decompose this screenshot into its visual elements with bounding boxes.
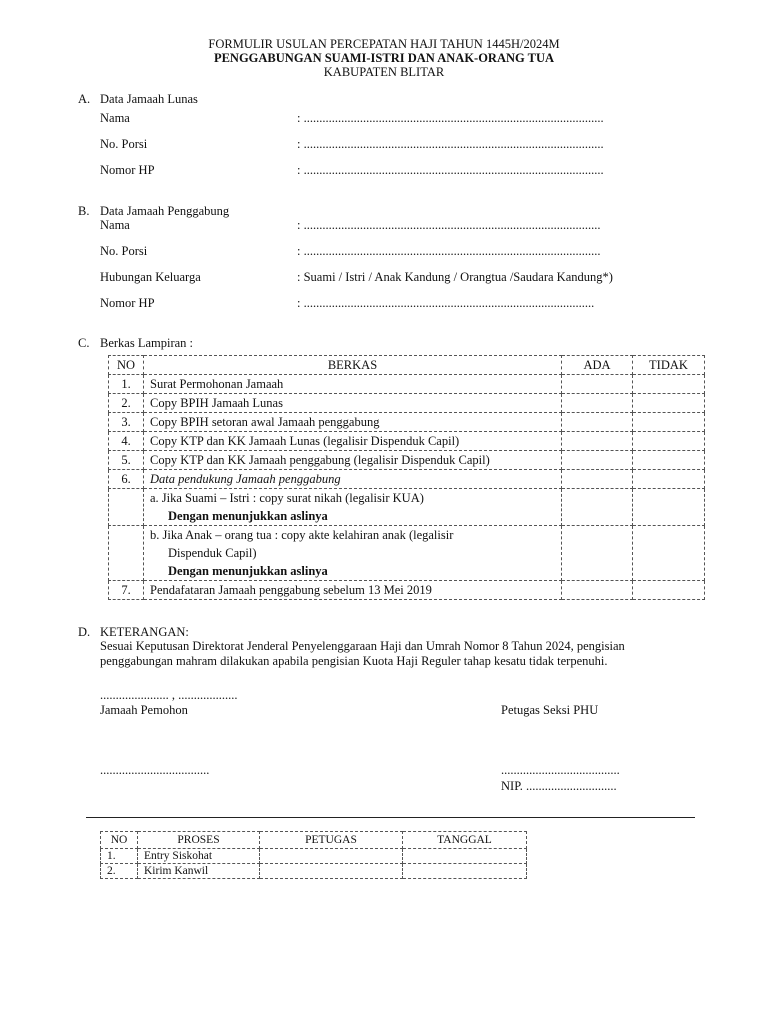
- tidak-cell[interactable]: [633, 489, 705, 526]
- row-no: 4.: [109, 432, 144, 451]
- section-d-letter: D.: [78, 625, 91, 639]
- ada-cell[interactable]: [562, 470, 633, 489]
- section-c-letter: C.: [78, 336, 90, 350]
- divider: [86, 817, 695, 818]
- row-no: 6.: [109, 470, 144, 489]
- ada-cell[interactable]: [562, 394, 633, 413]
- table-row: [101, 864, 527, 879]
- section-c-title: Berkas Lampiran :: [100, 336, 194, 350]
- tanggal-cell[interactable]: [403, 849, 527, 864]
- row-proses: Kirim Kanwil: [138, 864, 260, 879]
- row-text: Copy BPIH setoran awal Jamaah penggabung: [144, 413, 562, 432]
- porsi-lunas-field[interactable]: : ................................................................................................: [297, 137, 604, 151]
- ada-cell[interactable]: [562, 489, 633, 526]
- field-label: Hubungan Keluarga: [100, 270, 201, 284]
- place-date-field[interactable]: ...................... , ...................: [100, 688, 238, 702]
- table-row: [101, 849, 527, 864]
- section-a-title: Data Jamaah Lunas: [100, 92, 198, 106]
- section-a-letter: A.: [78, 92, 91, 106]
- row-no: 7.: [109, 581, 144, 600]
- row-no: 3.: [109, 413, 144, 432]
- table-row: [109, 451, 705, 470]
- sub-a-text: [144, 489, 562, 526]
- header-tidak: TIDAK: [633, 356, 705, 375]
- row-proses: Entry Siskohat: [138, 849, 260, 864]
- hp-penggabung-field[interactable]: : .............................................................................................: [297, 296, 595, 310]
- sub-a-line2: Dengan menunjukkan aslinya: [168, 509, 328, 523]
- table-header-row: [101, 832, 527, 849]
- keterangan-line1: Sesuai Keputusan Direktorat Jenderal Penyelenggaraan Haji dan Umrah Nomor 8 Tahun 2024, pengisian: [100, 639, 625, 653]
- table-row: [109, 432, 705, 451]
- tidak-cell[interactable]: [633, 470, 705, 489]
- nama-lunas-field[interactable]: : ................................................................................................: [297, 111, 604, 125]
- ada-cell[interactable]: [562, 581, 633, 600]
- table-row: [109, 581, 705, 600]
- tidak-cell[interactable]: [633, 451, 705, 470]
- field-label: No. Porsi: [100, 137, 148, 151]
- ada-cell[interactable]: [562, 432, 633, 451]
- form-subtitle: PENGGABUNGAN SUAMI-ISTRI DAN ANAK-ORANG TUA: [213, 51, 555, 65]
- sub-b-line2: Dispenduk Capil): [168, 546, 257, 560]
- sub-a-line1: a. Jika Suami – Istri : copy surat nikah (legalisir KUA): [150, 491, 424, 505]
- signature-right-title: Petugas Seksi PHU: [501, 703, 599, 717]
- field-label: No. Porsi: [100, 244, 148, 258]
- row-no-empty: [109, 489, 144, 526]
- petugas-cell[interactable]: [260, 849, 403, 864]
- row-text: Copy KTP dan KK Jamaah Lunas (legalisir Dispenduk Capil): [144, 432, 562, 451]
- header-berkas: BERKAS: [144, 356, 562, 375]
- ada-cell[interactable]: [562, 451, 633, 470]
- signature-right-line[interactable]: ......................................: [501, 763, 620, 777]
- row-text: Data pendukung Jamaah penggabung: [144, 470, 562, 489]
- row-text: Surat Permohonan Jamaah: [144, 375, 562, 394]
- field-label: Nama: [100, 218, 130, 232]
- row-text: Copy KTP dan KK Jamaah penggabung (legalisir Dispenduk Capil): [144, 451, 562, 470]
- ada-cell[interactable]: [562, 526, 633, 581]
- field-label: Nomor HP: [100, 296, 155, 310]
- row-no: 5.: [109, 451, 144, 470]
- section-b-letter: B.: [78, 204, 90, 218]
- table-row: [109, 375, 705, 394]
- porsi-penggabung-field[interactable]: : ...............................................................................................: [297, 244, 601, 258]
- proses-table: [100, 831, 527, 879]
- sub-b-line1: b. Jika Anak – orang tua : copy akte kelahiran anak (legalisir: [150, 528, 454, 542]
- keterangan-line2: penggabungan mahram dilakukan apabila pengisian Kuota Haji Reguler tahap kesatu tidak terpenuhi.: [100, 654, 608, 668]
- ada-cell[interactable]: [562, 375, 633, 394]
- table-header-row: [109, 356, 705, 375]
- section-b-title: Data Jamaah Penggabung: [100, 204, 230, 218]
- field-label: Nama: [100, 111, 130, 125]
- section-d-title: KETERANGAN:: [100, 625, 189, 639]
- sub-b-line3: Dengan menunjukkan aslinya: [168, 564, 328, 578]
- row-no: 2.: [109, 394, 144, 413]
- table-row: [109, 470, 705, 489]
- row-no: 1.: [101, 849, 138, 864]
- row-text: Copy BPIH Jamaah Lunas: [144, 394, 562, 413]
- header-no: NO: [101, 832, 138, 849]
- hubungan-keluarga-field[interactable]: : Suami / Istri / Anak Kandung / Orangtua /Saudara Kandung*): [297, 270, 613, 284]
- header-ada: ADA: [562, 356, 633, 375]
- header-proses: PROSES: [138, 832, 260, 849]
- tidak-cell[interactable]: [633, 581, 705, 600]
- header-petugas: PETUGAS: [260, 832, 403, 849]
- row-no: 2.: [101, 864, 138, 879]
- signature-left-line[interactable]: ...................................: [100, 763, 210, 777]
- row-no-empty: [109, 526, 144, 581]
- tidak-cell[interactable]: [633, 432, 705, 451]
- row-no: 1.: [109, 375, 144, 394]
- row-text: Pendafataran Jamaah penggabung sebelum 13 Mei 2019: [144, 581, 562, 600]
- header-tanggal: TANGGAL: [403, 832, 527, 849]
- form-region: KABUPATEN BLITAR: [323, 65, 445, 79]
- table-row: [109, 394, 705, 413]
- nama-penggabung-field[interactable]: : ...............................................................................................: [297, 218, 601, 232]
- tidak-cell[interactable]: [633, 394, 705, 413]
- nip-field[interactable]: NIP. .............................: [501, 779, 617, 793]
- tidak-cell[interactable]: [633, 526, 705, 581]
- tidak-cell[interactable]: [633, 413, 705, 432]
- tidak-cell[interactable]: [633, 375, 705, 394]
- ada-cell[interactable]: [562, 413, 633, 432]
- sub-b-text: [144, 526, 562, 581]
- tanggal-cell[interactable]: [403, 864, 527, 879]
- header-no: NO: [109, 356, 144, 375]
- table-row: [109, 413, 705, 432]
- table-row-sub-b: [109, 526, 705, 581]
- signature-left-title: Jamaah Pemohon: [100, 703, 188, 717]
- form-title: FORMULIR USULAN PERCEPATAN HAJI TAHUN 1445H/2024M: [208, 37, 560, 51]
- petugas-cell[interactable]: [260, 864, 403, 879]
- field-label: Nomor HP: [100, 163, 155, 177]
- table-row-sub-a: [109, 489, 705, 526]
- berkas-table: [108, 355, 705, 600]
- hp-lunas-field[interactable]: : ................................................................................................: [297, 163, 604, 177]
